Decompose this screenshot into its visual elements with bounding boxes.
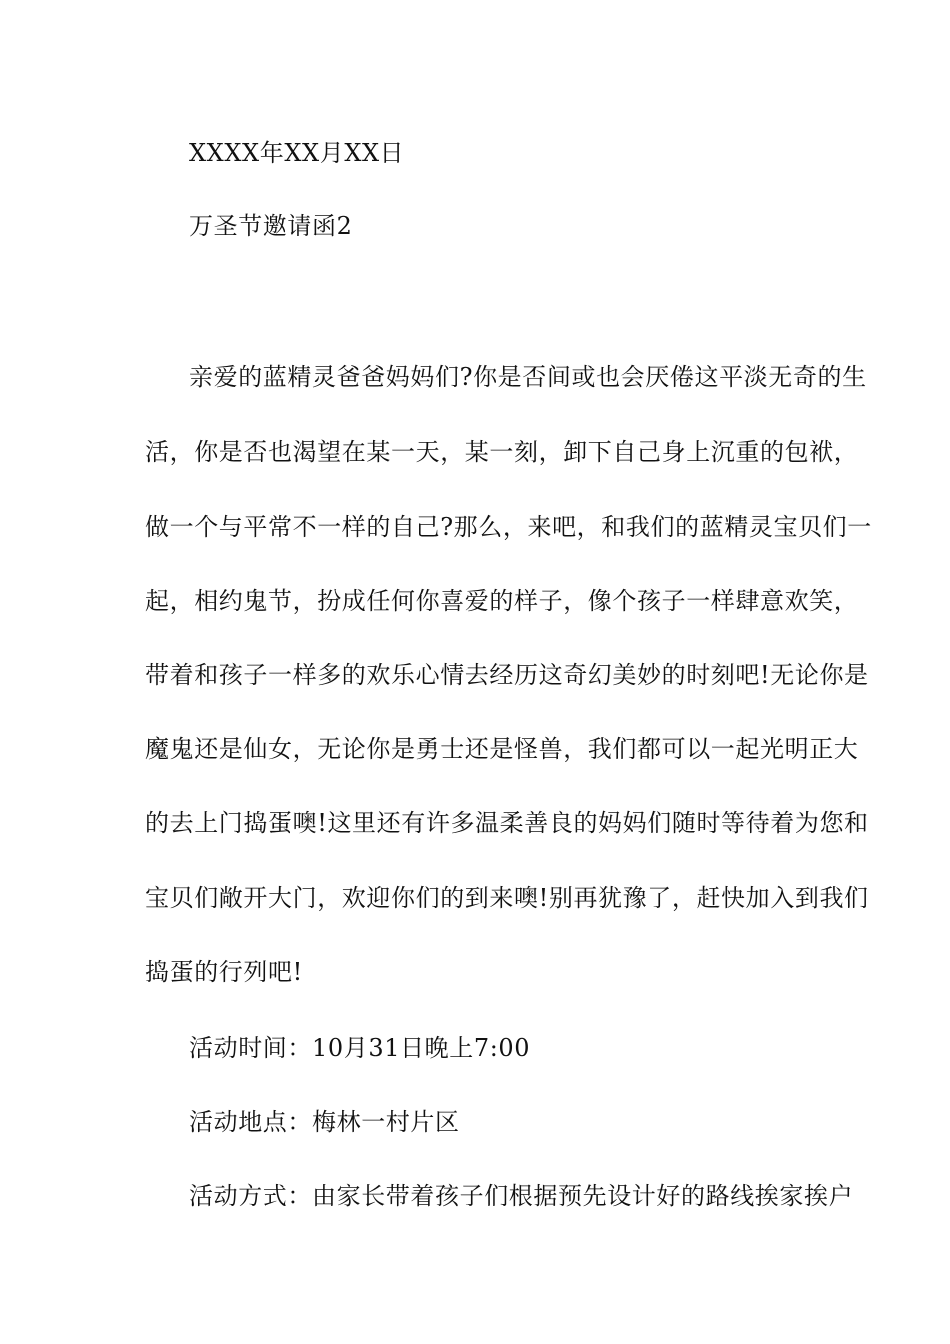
activity-time: 活动时间：10月31日晚上7:00 (189, 1034, 531, 1062)
letter-heading: 万圣节邀请函2 (189, 212, 353, 240)
body-line-7: 的去上门捣蛋噢!这里还有许多温柔善良的妈妈们随时等待着为您和 (145, 809, 869, 837)
body-line-9: 捣蛋的行列吧! (145, 958, 303, 986)
activity-method: 活动方式：由家长带着孩子们根据预先设计好的路线挨家挨户 (189, 1182, 854, 1210)
activity-place: 活动地点：梅林一村片区 (189, 1108, 460, 1136)
date-line: XXXX年XX月XX日 (189, 139, 405, 167)
body-line-5: 带着和孩子一样多的欢乐心情去经历这奇幻美妙的时刻吧!无论你是 (145, 661, 869, 689)
body-line-6: 魔鬼还是仙女，无论你是勇士还是怪兽，我们都可以一起光明正大 (145, 735, 859, 763)
body-line-8: 宝贝们敞开大门，欢迎你们的到来噢!别再犹豫了，赶快加入到我们 (145, 884, 869, 912)
body-line-4: 起，相约鬼节，扮成任何你喜爱的样子，像个孩子一样肆意欢笑， (145, 587, 859, 615)
body-line-2: 活，你是否也渴望在某一天，某一刻，卸下自己身上沉重的包袱， (145, 438, 859, 466)
body-line-3: 做一个与平常不一样的自己?那么，来吧，和我们的蓝精灵宝贝们一 (145, 513, 872, 541)
body-line-1: 亲爱的蓝精灵爸爸妈妈们?你是否间或也会厌倦这平淡无奇的生 (189, 363, 867, 391)
